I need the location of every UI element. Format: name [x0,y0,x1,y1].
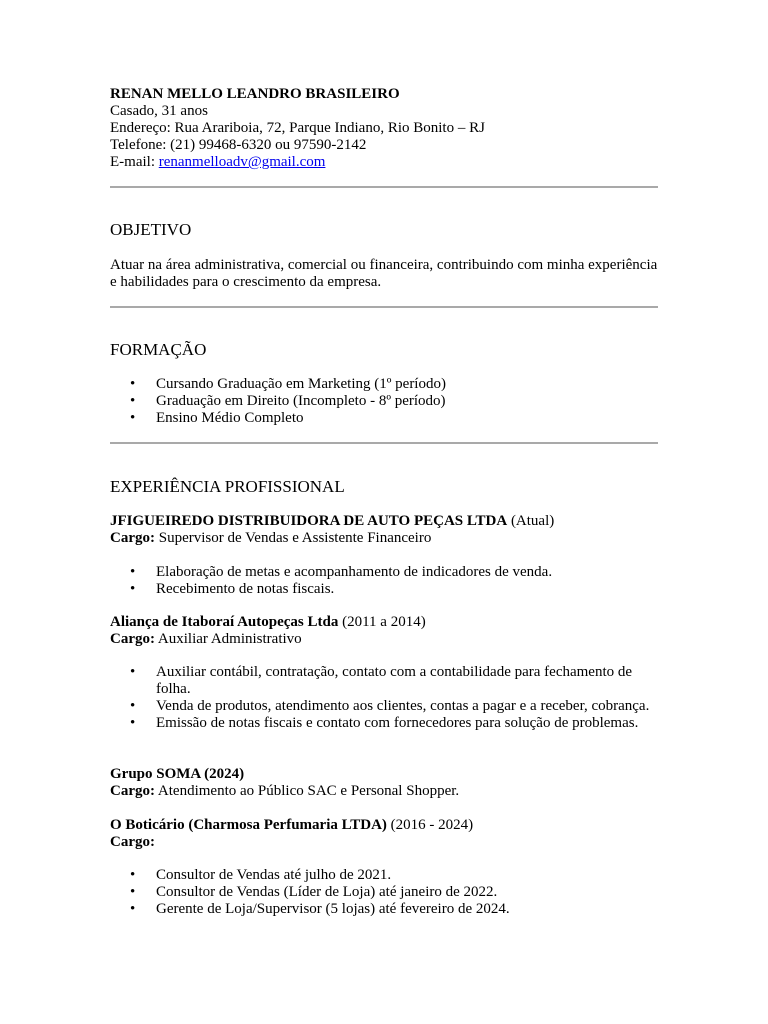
list-item: • Consultor de Vendas (Líder de Loja) até janeiro de 2022. [110,884,658,901]
job-duties [110,564,658,598]
cargo-label: Cargo: [110,783,155,799]
address: Endereço: Rua Arariboia, 72, Parque Indiano, Rio Bonito – RJ [110,120,485,136]
job-role: Auxiliar Administrativo [155,631,302,647]
job-period: (2011 a 2014) [338,614,426,630]
list-item: • Emissão de notas fiscais e contato com fornecedores para solução de problemas. [110,715,658,732]
cargo-label: Cargo: [110,631,155,647]
divider [110,442,658,444]
candidate-name: RENAN MELLO LEANDRO BRASILEIRO [110,86,400,102]
objetivo-text: Atuar na área administrativa, comercial ou financeira, contribuindo com minha experiência e habilidades para o crescimento da empresa. [110,257,658,290]
section-title-formacao: FORMAÇÃO [110,340,207,359]
list-item: • Ensino Médio Completo [110,410,658,427]
list-item: • Elaboração de metas e acompanhamento de indicadores de venda. [110,564,658,581]
company-name: O Boticário (Charmosa Perfumaria LTDA) [110,817,387,833]
list-item: • Cursando Graduação em Marketing (1º período) [110,376,658,393]
job-role: Atendimento ao Público SAC e Personal Shopper. [155,783,460,799]
list-item: • Consultor de Vendas até julho de 2021. [110,867,658,884]
list-item: • Graduação em Direito (Incompleto - 8º período) [110,393,658,410]
job-entry [110,614,658,648]
email-link[interactable]: renanmelloadv@gmail.com [158,154,326,170]
formacao-list [110,376,658,427]
job-duties [110,664,658,732]
job-role: Supervisor de Vendas e Assistente Financeiro [155,530,432,546]
job-entry [110,513,658,547]
list-item: • Recebimento de notas fiscais. [110,581,658,598]
job-period: (2016 - 2024) [386,817,474,833]
job-entry [110,766,658,800]
section-title-objetivo: OBJETIVO [110,220,192,239]
phone: Telefone: (21) 99468-6320 ou 97590-2142 [110,137,367,153]
company-name: JFIGUEIREDO DISTRIBUIDORA DE AUTO PEÇAS LTDA [110,513,508,529]
list-item: • Venda de produtos, atendimento aos clientes, contas a pagar e a receber, cobrança. [110,698,658,715]
cargo-label: Cargo: [110,530,155,546]
job-duties [110,867,658,918]
contact-block [110,86,658,171]
company-name: Grupo SOMA (2024) [110,766,245,782]
divider [110,306,658,308]
company-name: Aliança de Itaboraí Autopeças Ltda [110,614,339,630]
email-line [110,154,658,171]
email-label: E-mail: [110,154,159,170]
section-title-experiencia: EXPERIÊNCIA PROFISSIONAL [110,477,345,496]
cargo-label: Cargo: [110,834,155,850]
divider [110,186,658,188]
list-item: • Gerente de Loja/Supervisor (5 lojas) até fevereiro de 2024. [110,901,658,918]
list-item: • Auxiliar contábil, contratação, contato com a contabilidade para fechamento de folha. [110,664,658,698]
marital-status-age: Casado, 31 anos [110,103,208,119]
job-period: (Atual) [507,513,555,529]
job-entry [110,817,658,851]
